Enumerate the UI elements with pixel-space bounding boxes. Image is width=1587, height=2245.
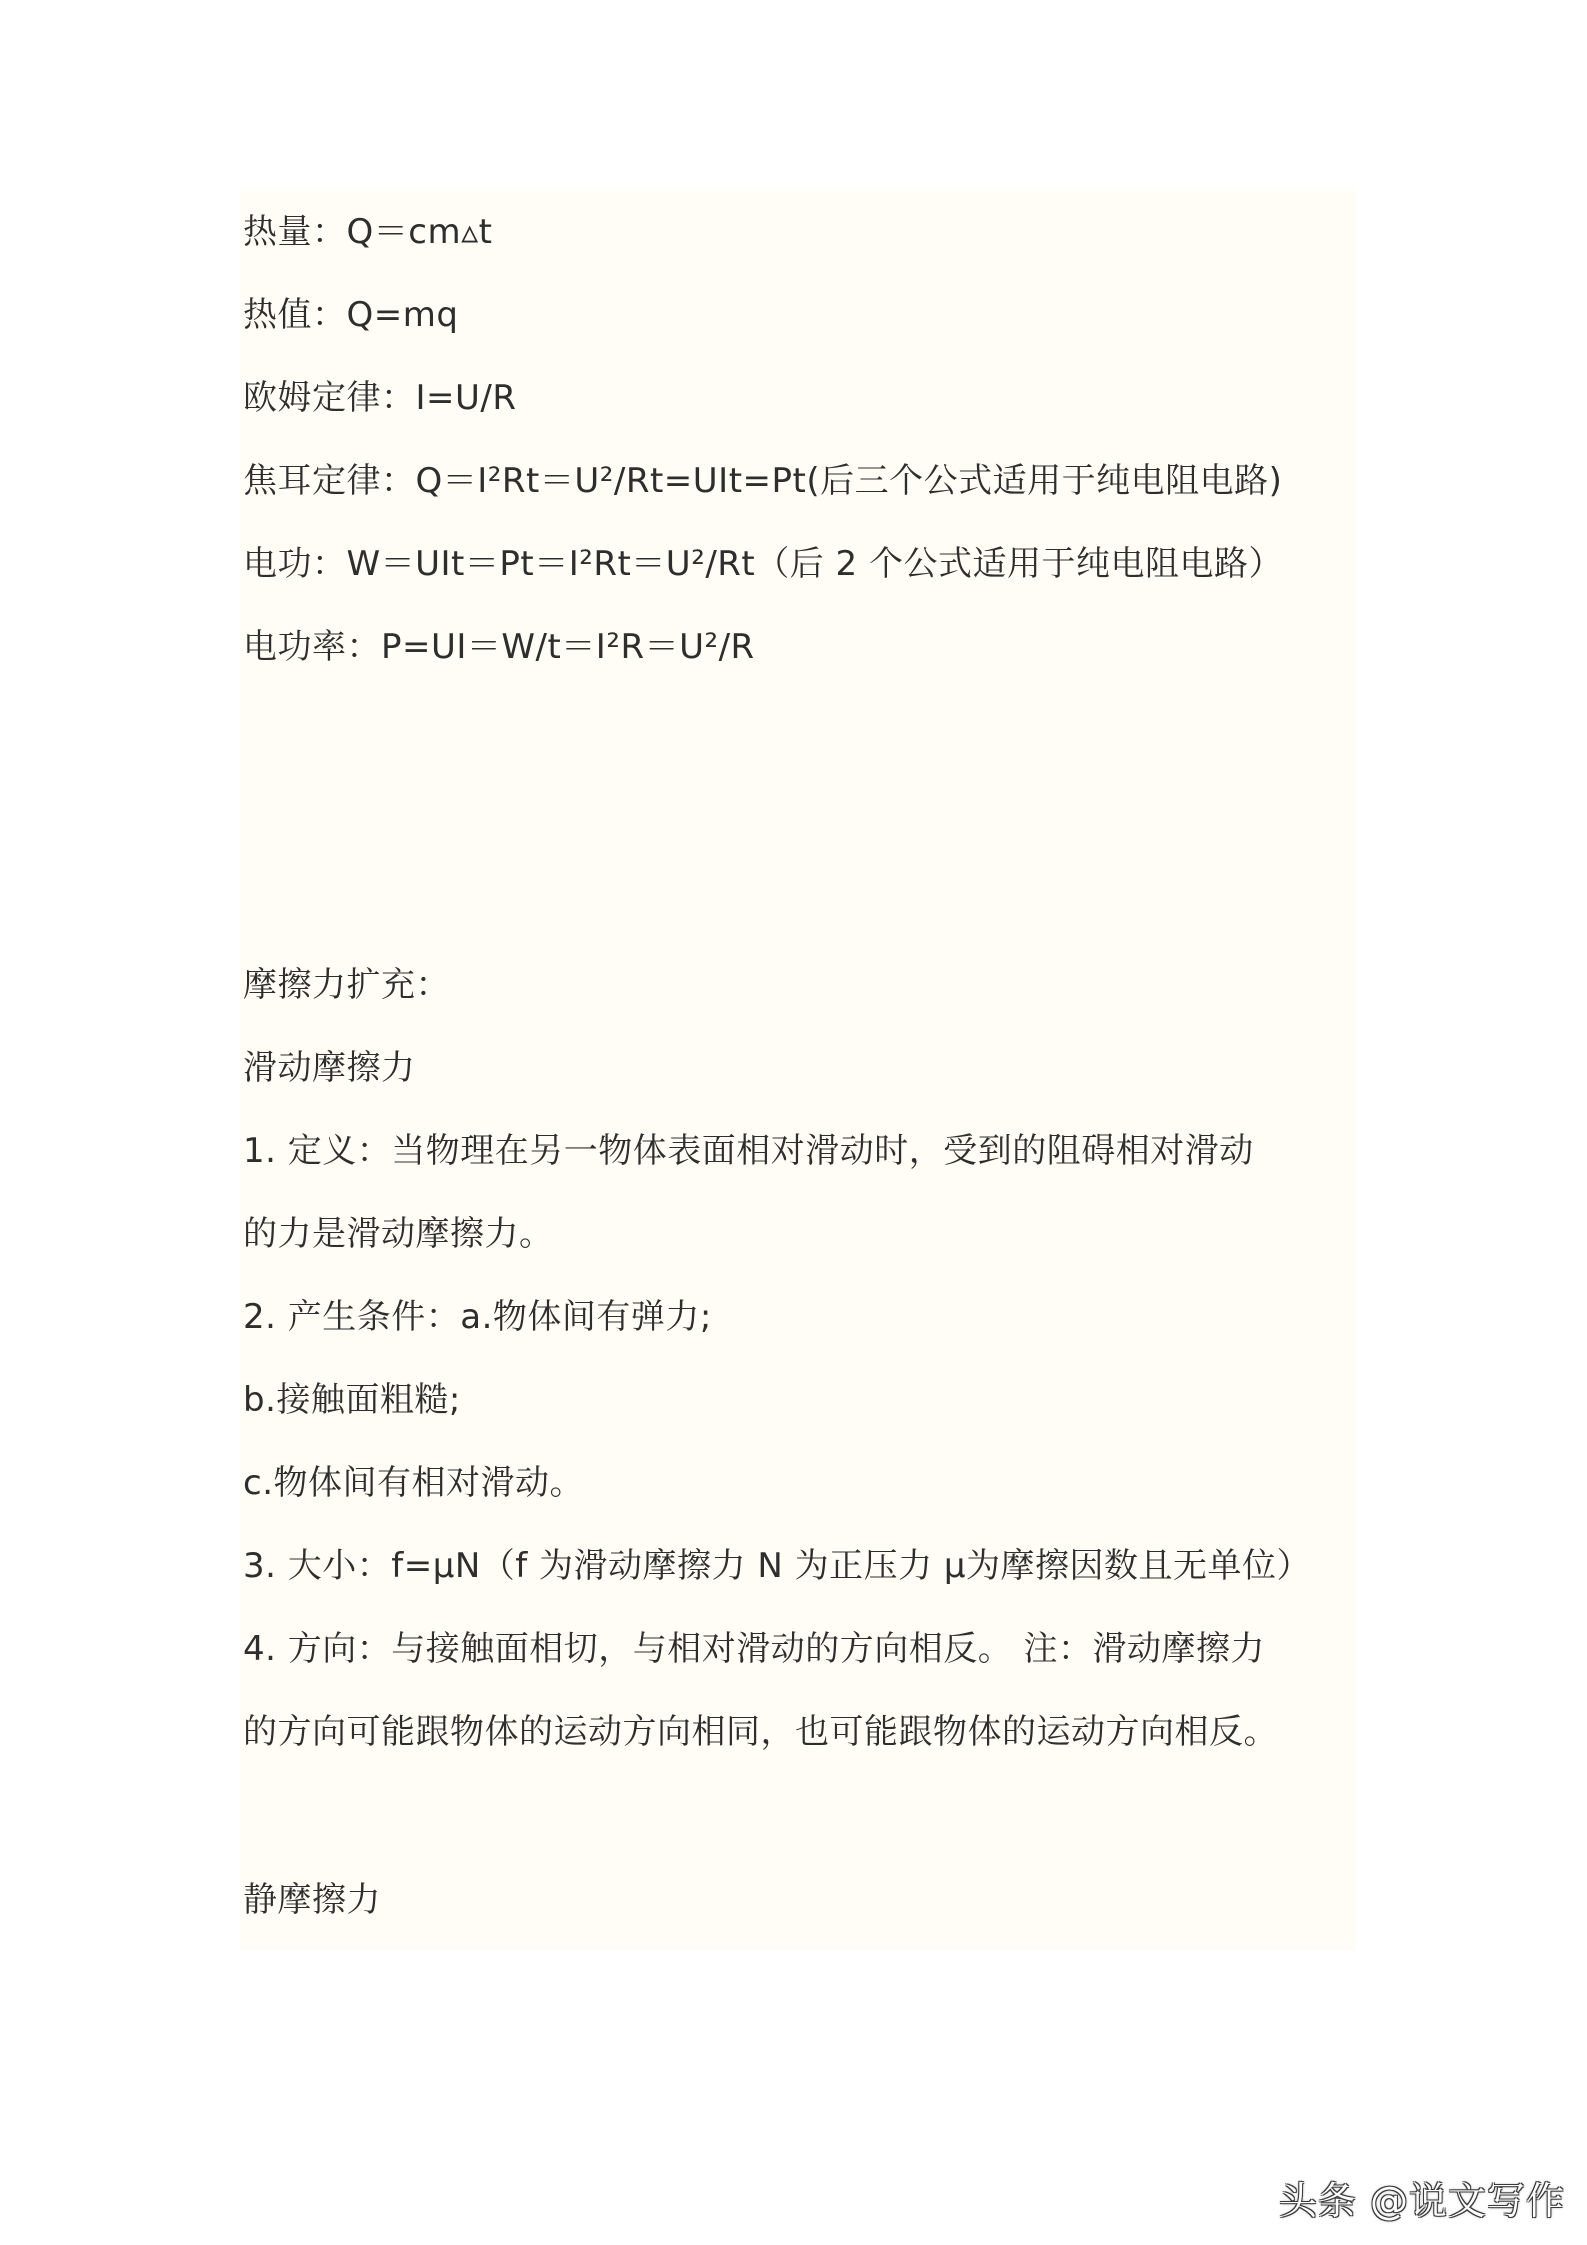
item-conditions-line2: b.接触面粗糙; (243, 1380, 461, 1420)
formula-ohms-law: 欧姆定律：I=U/R (243, 378, 517, 418)
subheading-sliding-friction: 滑动摩擦力 (243, 1048, 416, 1088)
formula-electric-work: 电功：W＝UIt＝Pt＝I²Rt＝U²/Rt（后 2 个公式适用于纯电阻电路） (243, 544, 1283, 584)
formula-heat: 热量：Q＝cm▵t (243, 212, 493, 252)
watermark: 头条 @说文写作 (1278, 2179, 1565, 2223)
formula-joule-law: 焦耳定律：Q＝I²Rt＝U²/Rt=UIt=Pt(后三个公式适用于纯电阻电路) (243, 461, 1283, 501)
item-definition-line2: 的力是滑动摩擦力。 (243, 1214, 554, 1254)
subheading-static-friction: 静摩擦力 (243, 1880, 381, 1920)
item-conditions-line3: c.物体间有相对滑动。 (243, 1463, 585, 1503)
item-magnitude: 3. 大小：f=μN（f 为滑动摩擦力 N 为正压力 μ为摩擦因数且无单位） (243, 1546, 1312, 1586)
section-heading-friction: 摩擦力扩充： (243, 965, 450, 1005)
item-conditions-line1: 2. 产生条件：a.物体间有弹力; (243, 1297, 712, 1337)
item-direction-line1: 4. 方向：与接触面相切，与相对滑动的方向相反。 注：滑动摩擦力 (243, 1629, 1266, 1669)
item-definition-line1: 1. 定义：当物理在另一物体表面相对滑动时，受到的阻碍相对滑动 (243, 1131, 1254, 1171)
item-direction-line2: 的方向可能跟物体的运动方向相同，也可能跟物体的运动方向相反。 (243, 1712, 1278, 1752)
formula-electric-power: 电功率：P=UI＝W/t＝I²R＝U²/R (243, 627, 755, 667)
formula-heat-value: 热值：Q=mq (243, 295, 459, 335)
